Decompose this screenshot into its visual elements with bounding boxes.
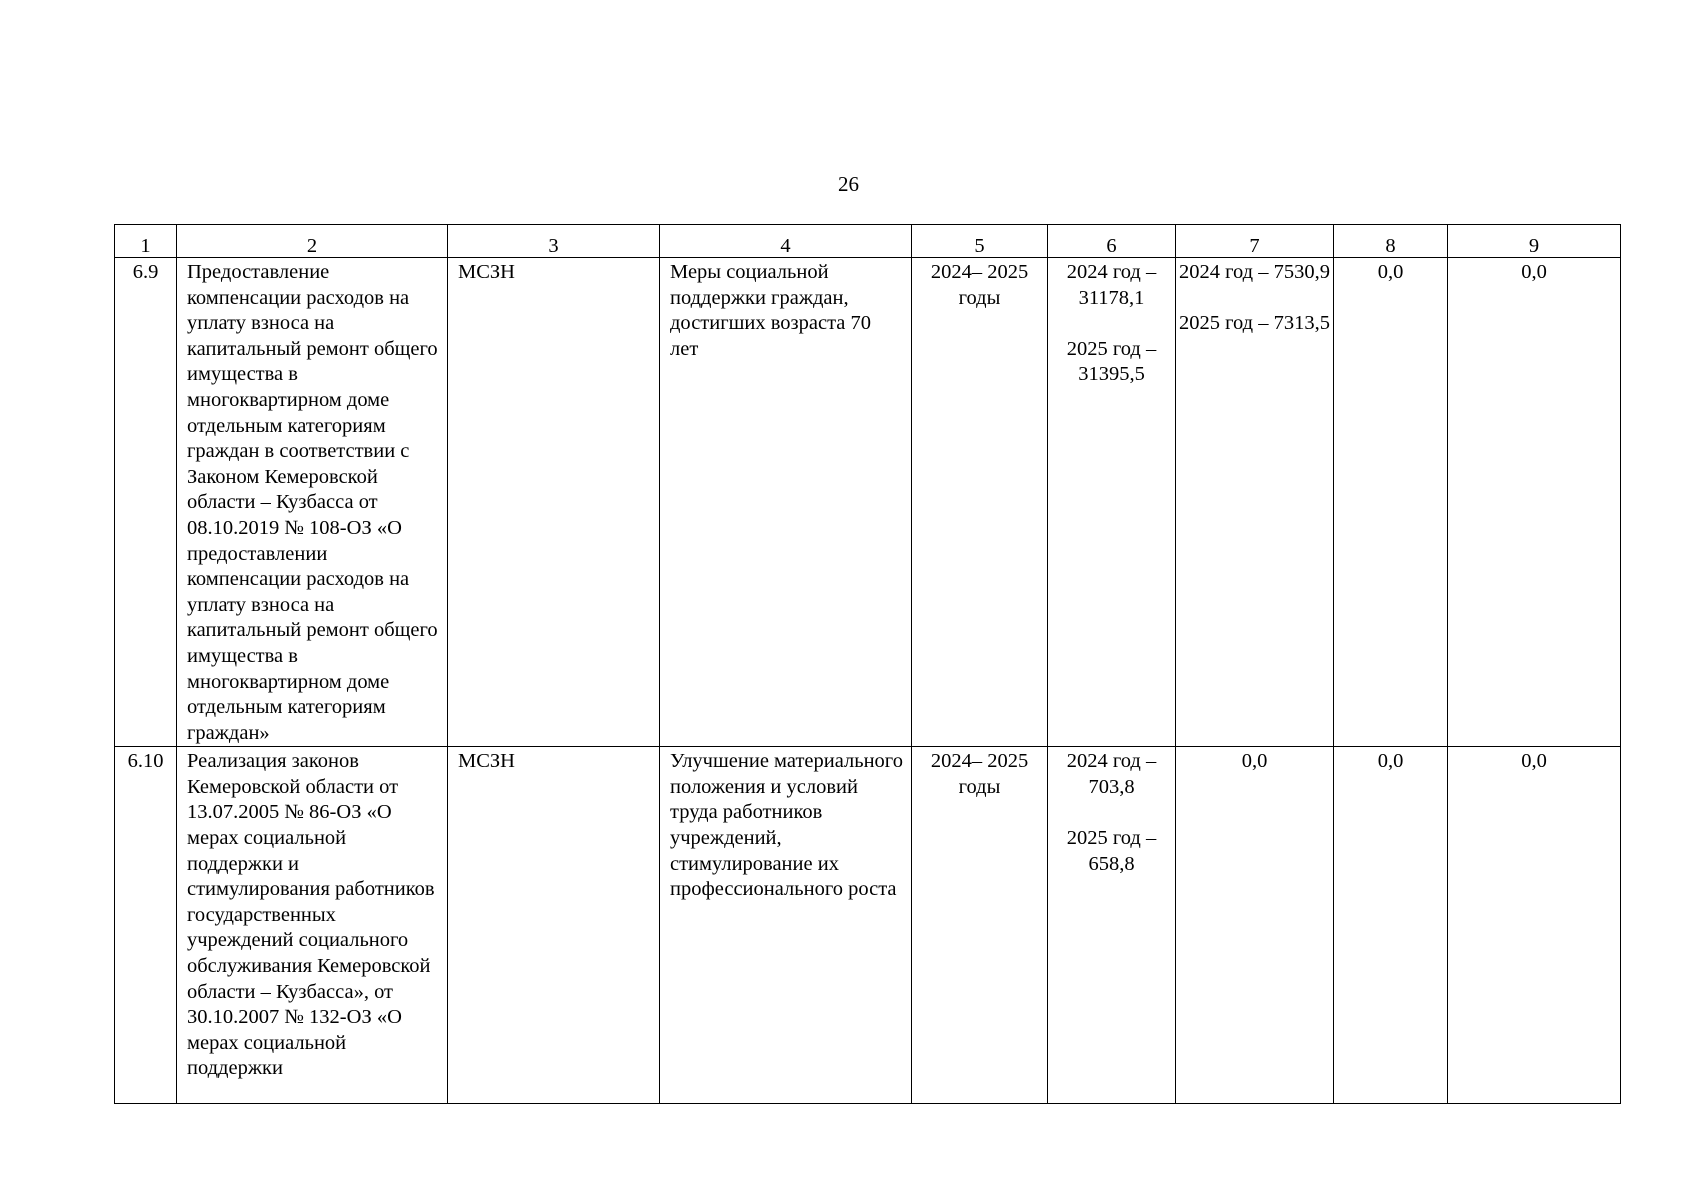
funding-col8: 0,0 bbox=[1334, 747, 1448, 1104]
executor: МСЗН bbox=[448, 258, 660, 747]
page-number: 26 bbox=[838, 172, 859, 196]
funding-col6 bbox=[1048, 747, 1176, 1104]
executor: МСЗН bbox=[448, 747, 660, 1104]
funding-2024: 2024 год – 703,8 bbox=[1066, 750, 1157, 798]
funding-col6 bbox=[1048, 258, 1176, 747]
program-measures-table bbox=[114, 224, 1621, 1104]
column-number-4: 4 bbox=[660, 225, 912, 258]
funding-2025: 2025 год – 658,8 bbox=[1066, 827, 1157, 875]
table-row bbox=[115, 747, 1621, 1104]
period: 2024– 2025 годы bbox=[912, 747, 1048, 1104]
row-number: 6.9 bbox=[115, 258, 177, 747]
column-number-6: 6 bbox=[1048, 225, 1176, 258]
funding-col9: 0,0 bbox=[1448, 747, 1621, 1104]
measure-result: Улучшение материального положения и условий труда работников учреждений, стимулирование их профессионального роста bbox=[660, 747, 912, 1104]
measure-name: Предоставление компенсации расходов на уплату взноса на капитальный ремонт общего имущества в многоквартирном доме отдельным категориям граждан в соответствии с Законом Кемеровской области – Кузбасса от 08.10.2019 № 108-ОЗ «О предоставлении компенсации расходов на уплату взноса на капитальный ремонт общего имущества в многоквартирном доме отдельным категориям граждан» bbox=[177, 258, 448, 747]
funding-col9: 0,0 bbox=[1448, 258, 1621, 747]
table-row bbox=[115, 258, 1621, 747]
funding-col7: 0,0 bbox=[1176, 747, 1334, 1104]
measure-result: Меры социальной поддержки граждан, достигших возраста 70 лет bbox=[660, 258, 912, 747]
column-number-7: 7 bbox=[1176, 225, 1334, 258]
period: 2024– 2025 годы bbox=[912, 258, 1048, 747]
column-number-8: 8 bbox=[1334, 225, 1448, 258]
column-number-9: 9 bbox=[1448, 225, 1621, 258]
measure-name: Реализация законов Кемеровской области от 13.07.2005 № 86-ОЗ «О мерах социальной поддержки и стимулирования работников государственных учреждений социального обслуживания Кемеровской области – Кузбасса», от 30.10.2007 № 132-ОЗ «О мерах социальной поддержки bbox=[177, 747, 448, 1104]
column-number-2: 2 bbox=[177, 225, 448, 258]
table-header-row bbox=[115, 225, 1621, 258]
funding-2025: 2025 год – 7313,5 bbox=[1179, 312, 1330, 335]
funding-col8: 0,0 bbox=[1334, 258, 1448, 747]
row-number: 6.10 bbox=[115, 747, 177, 1104]
funding-col7 bbox=[1176, 258, 1334, 747]
funding-2024: 2024 год – 7530,9 bbox=[1179, 261, 1330, 283]
column-number-3: 3 bbox=[448, 225, 660, 258]
funding-2024: 2024 год – 31178,1 bbox=[1066, 261, 1157, 309]
column-number-5: 5 bbox=[912, 225, 1048, 258]
column-number-1: 1 bbox=[115, 225, 177, 258]
funding-2025: 2025 год – 31395,5 bbox=[1066, 337, 1157, 386]
